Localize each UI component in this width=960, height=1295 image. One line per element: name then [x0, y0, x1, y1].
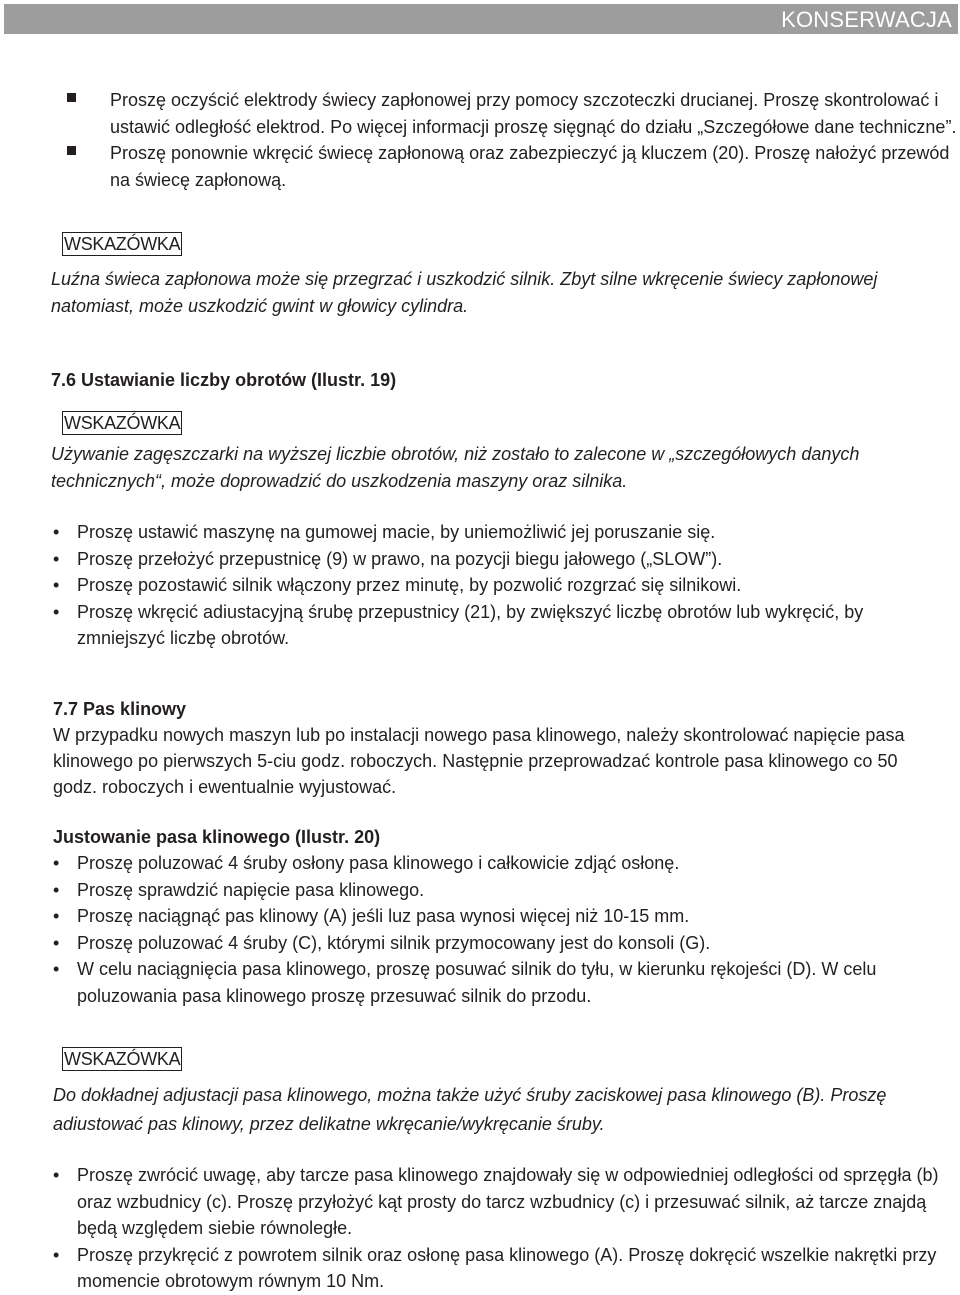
- bullet-icon: •: [53, 548, 60, 569]
- subheading: Justowanie pasa klinowego (Ilustr. 20): [53, 827, 381, 847]
- bullet-icon: •: [53, 1244, 60, 1265]
- bullet-icon: •: [53, 932, 60, 953]
- list-item: • Proszę przełożyć przepustnicę (9) w prawo, na pozycji biegu jałowego („SLOW”).: [53, 546, 953, 573]
- list-item: • Proszę pozostawić silnik włączony przez minutę, by pozwolić rozgrzać się silnikowi.: [53, 572, 953, 599]
- bullet-icon: •: [53, 1165, 60, 1185]
- bullet-list: [53, 1162, 953, 1295]
- list-item: • Proszę zwrócić uwagę, aby tarcze pasa klinowego znajdowały się w odpowiedniej odległości od sprzęgła (b) oraz wzbudnicy (c). Proszę przyłożyć kąt prosty do tarcz wzbudnicy (c) i przesuwać silnik, aż tarcze znajdą będą względem siebie równoległe.: [53, 1162, 953, 1242]
- note-label: WSKAZÓWKA: [64, 1049, 181, 1069]
- list-item: • Proszę wkręcić adiustacyjną śrubę przepustnicy (21), by zwiększyć liczbę obrotów lub wykręcić, by zmniejszyć liczbę obrotów.: [53, 599, 897, 652]
- square-bullet-icon: [67, 93, 76, 102]
- bullet-list: [53, 519, 953, 652]
- square-bullet-icon: [67, 146, 76, 155]
- note-text: Do dokładnej adjustacji pasa klinowego, można także użyć śruby zaciskowej pasa klinowego (B). Proszę adiustować pas klinowy, przez delikatne wkręcanie/wykręcanie śruby.: [53, 1085, 887, 1134]
- note-label: WSKAZÓWKA: [64, 234, 181, 254]
- bullet-icon: •: [53, 959, 60, 979]
- bullet-icon: •: [53, 601, 60, 622]
- note-text: Używanie zagęszczarki na wyższej liczbie obrotów, niż zostało to zalecone w „szczegółowych danych technicznych“, może doprowadzić do uszkodzenia maszyny oraz silnika.: [51, 444, 860, 491]
- list-item: • Proszę przykręcić z powrotem silnik oraz osłonę pasa klinowego (A). Proszę dokręcić wszelkie nakrętki przy momencie obrotowym równym 10 Nm.: [53, 1242, 953, 1295]
- list-item: Proszę oczyścić elektrody świecy zapłonowej przy pomocy szczoteczki drucianej. Proszę skontrolować i ustawić odległość elektrod. Po więcej informacji proszę sięgnąć do działu „Szczegółowe dane techniczne”.: [62, 87, 960, 140]
- list-item: • Proszę poluzować 4 śruby osłony pasa klinowego i całkowicie zdjąć osłonę.: [53, 850, 953, 877]
- list-item: • Proszę poluzować 4 śruby (C), którymi silnik przymocowany jest do konsoli (G).: [53, 930, 953, 957]
- bullet-icon: •: [53, 853, 60, 873]
- page-title: KONSERWACJA: [781, 7, 952, 32]
- section-heading: 7.6 Ustawianie liczby obrotów (Ilustr. 19): [51, 370, 397, 390]
- bullet-icon: •: [53, 575, 60, 595]
- bullet-icon: •: [53, 906, 60, 926]
- list-item: Proszę ponownie wkręcić świecę zapłonową oraz zabezpieczyć ją kluczem (20). Proszę nałożyć przewód na świecę zapłonową.: [62, 140, 960, 193]
- list-item: • Proszę ustawić maszynę na gumowej macie, by uniemożliwić jej poruszanie się.: [53, 519, 953, 546]
- note-text: Luźna świeca zapłonowa może się przegrzać i uszkodzić silnik. Zbyt silne wkręcenie świecy zapłonowej natomiast, może uszkodzić gwint w głowicy cylindra.: [51, 269, 878, 316]
- bullet-list: [53, 850, 953, 1009]
- square-bullet-list: [62, 87, 960, 193]
- bullet-icon: •: [53, 522, 60, 542]
- header-bar: [4, 4, 958, 34]
- list-item: • Proszę sprawdzić napięcie pasa klinowego.: [53, 877, 953, 904]
- note-label: WSKAZÓWKA: [64, 413, 181, 433]
- paragraph: W przypadku nowych maszyn lub po instalacji nowego pasa klinowego, należy skontrolować napięcie pasa klinowego po pierwszych 5-ciu godz. roboczych. Następnie przeprowadzać kontrole pasa klinowego co 50 godz. roboczych i ewentualnie wyjustować.: [53, 725, 905, 797]
- bullet-icon: •: [53, 879, 60, 900]
- list-item: • Proszę naciągnąć pas klinowy (A) jeśli luz pasa wynosi więcej niż 10-15 mm.: [53, 903, 953, 930]
- section-heading: 7.7 Pas klinowy: [53, 699, 187, 719]
- list-item: • W celu naciągnięcia pasa klinowego, proszę posuwać silnik do tyłu, w kierunku rękojeści (D). W celu poluzowania pasa klinowego proszę przesuwać silnik do przodu.: [53, 956, 953, 1009]
